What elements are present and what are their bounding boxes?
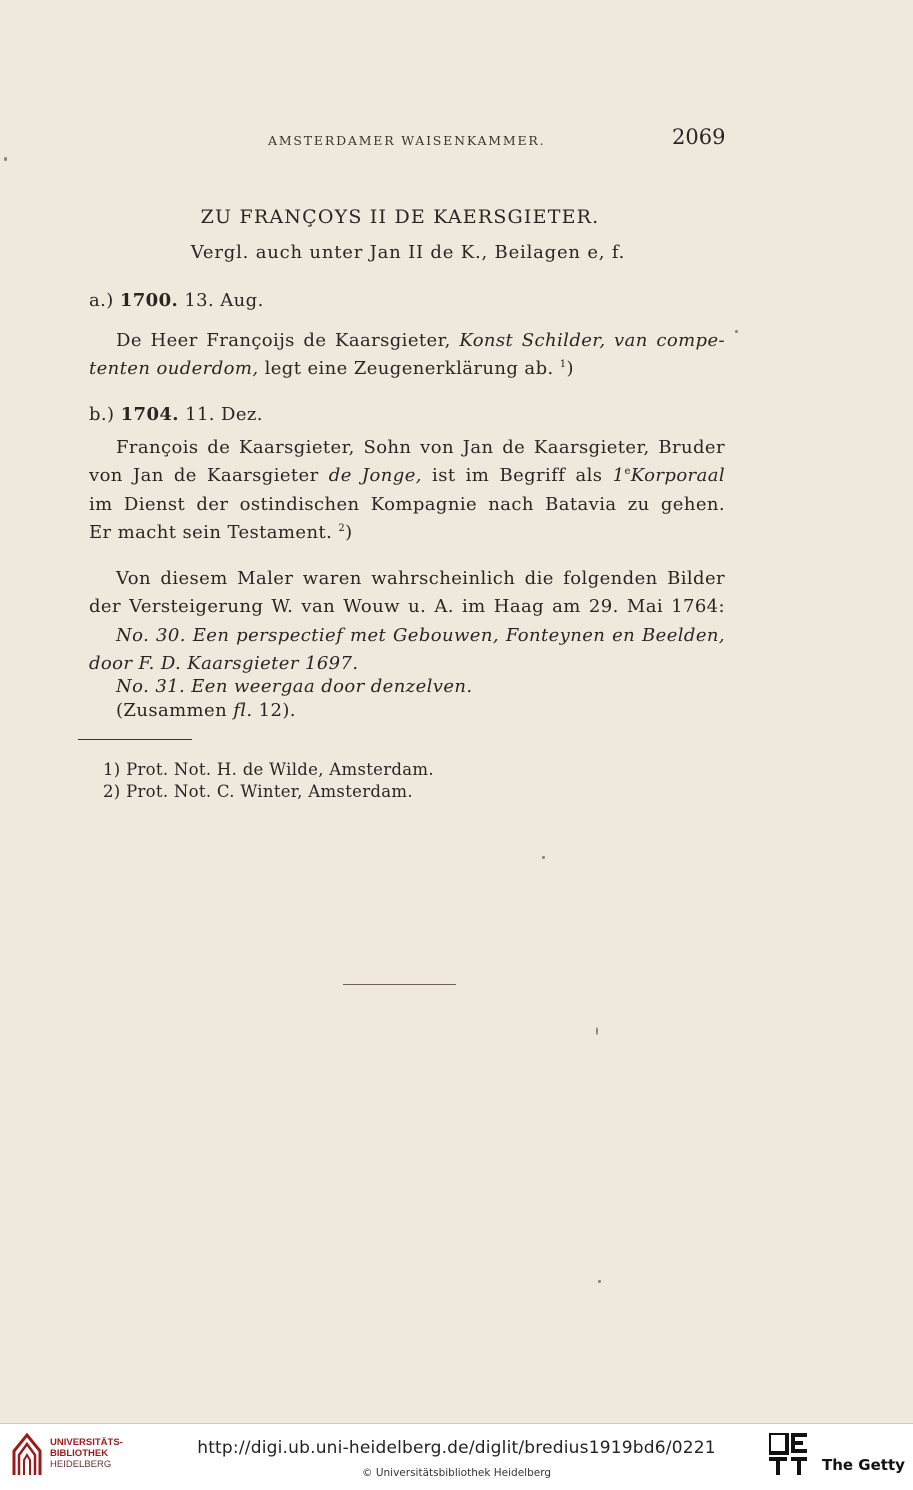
entry-b-line-4: Er macht sein Testament. $^2$) (89, 522, 353, 543)
entry-a-date: a.) 1700. 13. Aug. (89, 290, 264, 311)
scan-speck (4, 157, 7, 161)
section-title: ZU FRANÇOYS II DE KAERSGIETER. (200, 206, 600, 228)
footnote-rule (78, 739, 192, 740)
running-header: AMSTERDAMER WAISENKAMMER. (268, 133, 546, 148)
auction-line-1: Von diesem Maler waren wahrscheinlich die folgenden Bilder (116, 568, 725, 589)
scan-speck (596, 1027, 598, 1035)
entry-b-line-3: im Dienst der ostindischen Kompagnie nach Batavia zu gehen. (89, 494, 725, 515)
auction-item-1-line-1: No. 30. Een perspectief met Gebouwen, Fonteynen en Beelden, (116, 625, 725, 646)
auction-item-2: No. 31. Een weergaa door denzelven. (116, 676, 473, 697)
library-name: UNIVERSITÄTS- BIBLIOTHEK HEIDELBERG (50, 1437, 123, 1470)
entry-b-line-2: von Jan de Kaarsgieter de Jonge, ist im Begriff als 1eKorporaal (89, 465, 725, 486)
entry-a-line-1: De Heer Françoijs de Kaarsgieter, Konst Schilder, van compe- (116, 330, 725, 351)
entry-b-date: b.) 1704. 11. Dez. (89, 404, 263, 425)
footnote-2: 2) Prot. Not. C. Winter, Amsterdam. (103, 782, 413, 801)
scan-speck (598, 1280, 601, 1283)
auction-price: (Zusammen fl. 12). (116, 700, 296, 721)
section-subtitle: Vergl. auch unter Jan II de K., Beilagen e, f. (190, 242, 626, 263)
scan-speck (735, 330, 738, 333)
entry-b-line-1: François de Kaarsgieter, Sohn von Jan de Kaarsgieter, Bruder (116, 437, 725, 458)
auction-item-1-line-2: door F. D. Kaarsgieter 1697. (89, 653, 359, 674)
copyright-notice: © Universitätsbibliothek Heidelberg (361, 1467, 551, 1479)
end-rule (343, 984, 456, 985)
auction-line-2: der Versteigerung W. van Wouw u. A. im Haag am 29. Mai 1764: (89, 596, 725, 617)
footnote-1: 1) Prot. Not. H. de Wilde, Amsterdam. (103, 760, 434, 779)
partner-name: The Getty (822, 1456, 905, 1474)
permalink-url[interactable]: http://digi.ub.uni-heidelberg.de/diglit/bredius1919bd6/0221 (197, 1438, 716, 1458)
getty-logo-icon (769, 1433, 809, 1477)
entry-a-line-2: tenten ouderdom, legt eine Zeugenerklärung ab. $^1$) (89, 358, 574, 379)
page-number: 2069 (672, 125, 726, 149)
scan-speck (542, 856, 545, 859)
